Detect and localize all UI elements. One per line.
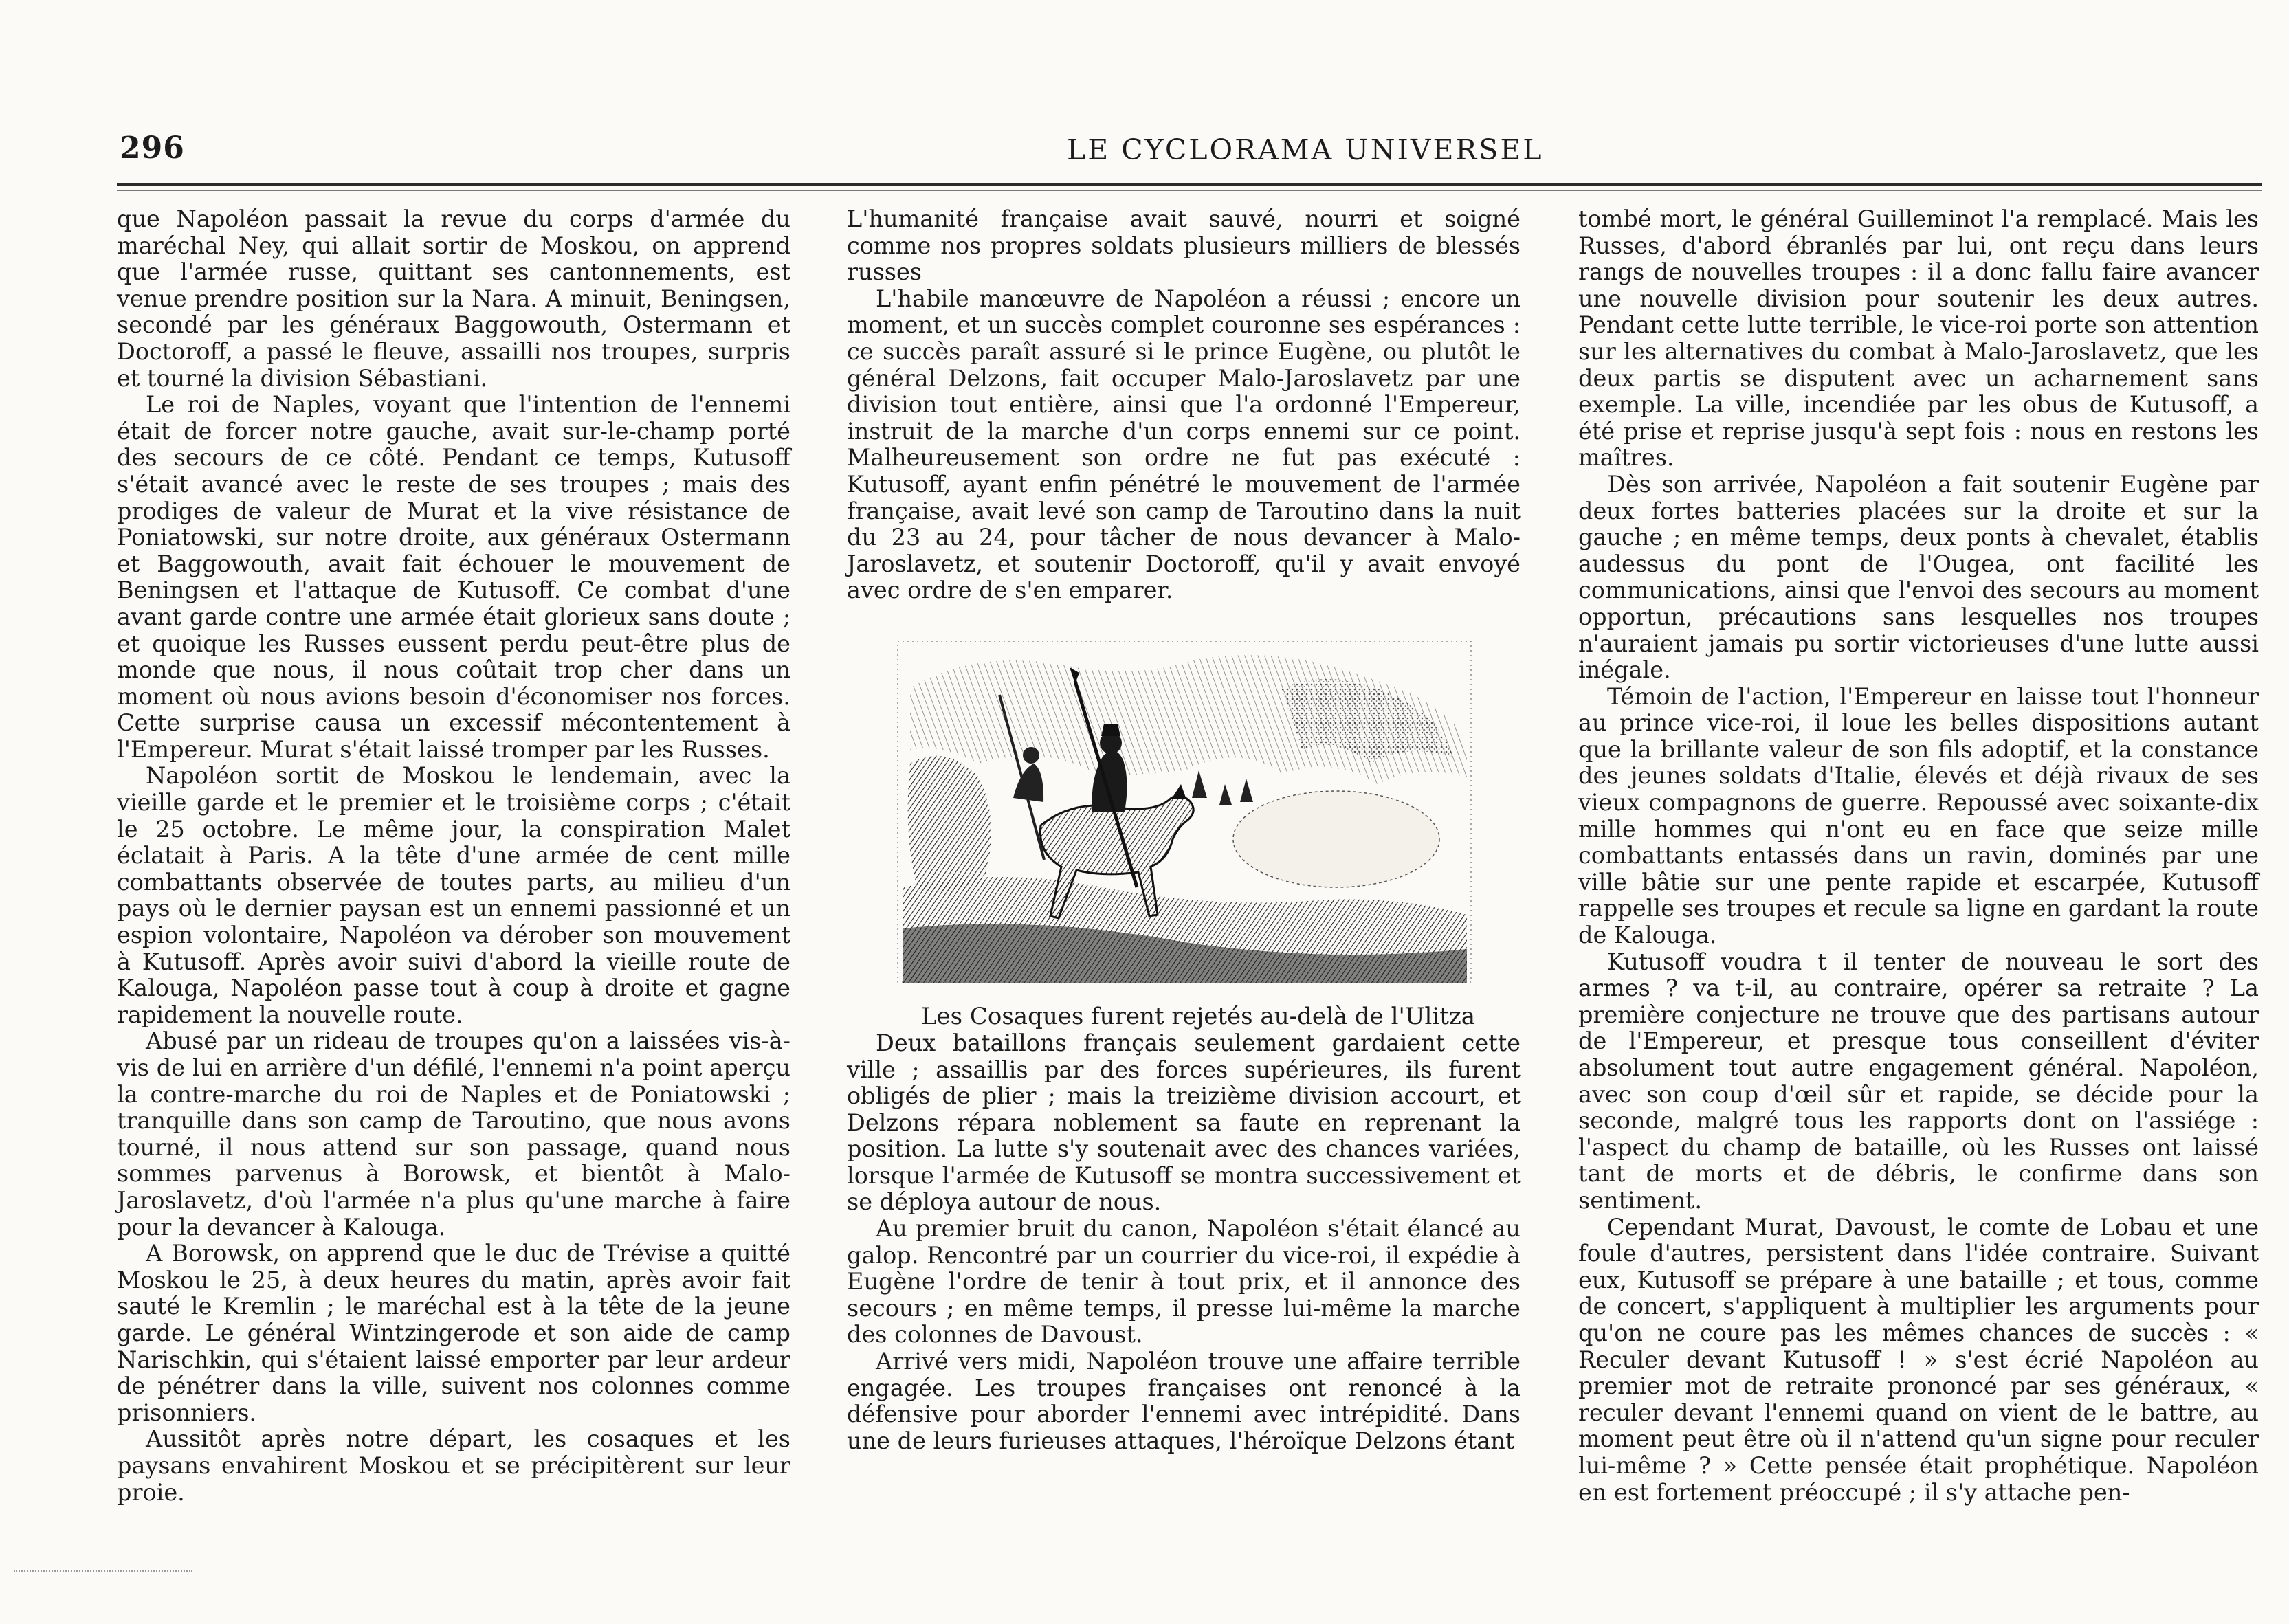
- page-number: 296: [120, 131, 185, 166]
- column-left: [117, 206, 790, 1506]
- figure-caption: Les Cosaques furent rejetés au-delà de l'Ulitza: [920, 1002, 1476, 1030]
- illustration: [896, 640, 1472, 983]
- cossack-horseman-engraving: [896, 640, 1472, 983]
- paragraph: Dès son arrivée, Napoléon a fait soutenir Eugène par deux fortes batteries placées sur la droite et sur la gauche ; en même temps, deux ponts à chevalet, établis audessus du pont de l'Ougea, ont facilité les communications, ainsi que l'envoi des secours au moment opportun, précautions sans lesquelles nos troupes n'auraient jamais pu sortir victorieuses d'une lutte aussi inégale.: [1578, 470, 2259, 684]
- paragraph: Au premier bruit du canon, Napoléon s'était élancé au galop. Rencontré par un courrier du vice-roi, il expédie à Eugène l'ordre de tenir à tout prix, et il annonce des secours ; en même temps, il presse lui-même la marche des colonnes de Davoust.: [847, 1215, 1521, 1348]
- paragraph: que Napoléon passait la revue du corps d'armée du maréchal Ney, qui allait sortir de Moskou, on apprend que l'armée russe, quittant ses cantonnements, est venue prendre position sur la Nara. A minuit, Beningsen, secondé par les généraux Baggowouth, Ostermann et Doctoroff, a passé le fleuve, assailli nos troupes, surpris et tourné la division Sébastiani.: [117, 205, 790, 392]
- page-header: [110, 124, 2262, 172]
- paragraph: Arrivé vers midi, Napoléon trouve une affaire terrible engagée. Les troupes françaises ont renoncé à la défensive pour aborder l'ennemi avec intrépidité. Dans une de leurs furieuses attaques, l'héroïque Delzons étant: [847, 1348, 1521, 1454]
- paragraph: Kutusoff voudra t il tenter de nouveau le sort des armes ? va t-il, au contraire, opérer sa retraite ? La première conjecture ne trouve que des partisans autour de l'Empereur, et presque tous conseillent d'éviter absolument tout autre engagement général. Napoléon, avec son coup d'œil sûr et rapide, se décide pour la seconde, malgré tous les rapports dont on l'assiége : l'aspect du champ de bataille, où les Russes ont laissé tant de morts et de débris, le confirme dans son sentiment.: [1578, 948, 2259, 1214]
- header-rule-thin: [117, 190, 2262, 191]
- journal-title: LE CYCLORAMA UNIVERSEL: [1067, 133, 1544, 166]
- print-margin-mark: [14, 1570, 192, 1572]
- paragraph: tombé mort, le général Guilleminot l'a remplacé. Mais les Russes, d'abord ébranlés par lui, ont reçu dans leurs rangs de nouvelles troupes : il a donc fallu faire avancer une nouvelle division pour soutenir les deux autres. Pendant cette lutte terrible, le vice-roi porte son attention sur les alternatives du combat à Malo-Jaroslavetz, que les deux partis se disputent avec un acharnement sans exemple. La ville, incendiée par les obus de Kutusoff, a été prise et reprise jusqu'à sept fois : nous en restons les maîtres.: [1578, 205, 2259, 471]
- paragraph: L'habile manœuvre de Napoléon a réussi ; encore un moment, et un succès complet couronne ses espérances : ce succès paraît assuré si le prince Eugène, ou plutôt le général Delzons, fait occuper Malo-Jaroslavetz par une division tout entière, ainsi que l'a ordonné l'Empereur, instruit de la marche d'un corps ennemi sur ce point. Malheureusement son ordre ne fut pas exécuté : Kutusoff, ayant enfin pénétré le mouvement de l'armée française, avait levé son camp de Taroutino dans la nuit du 23 au 24, pour tâcher de nous devancer à Malo-Jaroslavetz, et soutenir Doctoroff, qu'il y avait envoyé avec ordre de s'en emparer.: [847, 285, 1521, 604]
- paragraph: L'humanité française avait sauvé, nourri et soigné comme nos propres soldats plusieurs milliers de blessés russes: [847, 205, 1521, 286]
- paragraph: Deux bataillons français seulement gardaient cette ville ; assaillis par des forces supérieures, ils furent obligés de plier ; mais la treizième division accourt, et Delzons répara noblement sa faute en reprenant la position. La lutte s'y soutenait avec des chances variées, lorsque l'armée de Kutusoff se montra successivement et se déploya autour de nous.: [847, 1029, 1521, 1216]
- paragraph: Cependant Murat, Davoust, le comte de Lobau et une foule d'autres, persistent dans l'idée contraire. Suivant eux, Kutusoff se prépare à une bataille ; et tous, comme de concert, s'appliquent à multiplier les arguments pour qu'on ne coure pas les mêmes chances de succès : « Reculer devant Kutusoff ! » s'est écrié Napoléon au premier mot de retraite prononcé par ses généraux, « reculer devant l'ennemi quand on vient de le battre, au moment peut être où il n'attend qu'un signe pour reculer lui-même ? » Cette pensée était prophétique. Napoléon en est fortement préoccupé ; il s'y attache pen-: [1578, 1213, 2259, 1506]
- paragraph: Le roi de Naples, voyant que l'intention de l'ennemi était de forcer notre gauche, avait sur-le-champ porté des secours de ce côté. Pendant ce temps, Kutusoff s'était avancé avec le reste de ses troupes ; mais des prodiges de valeur de Murat et la vive résistance de Poniatowski, sur notre droite, aux généraux Ostermann et Baggowouth, avait fait échouer le mouvement de Beningsen et l'attaque de Kutusoff. Ce combat d'une avant garde contre une armée était glorieux sans doute ; et quoique les Russes eussent perdu peut-être plus de monde que nous, il nous coûtait trop cher dans un moment où nous avions besoin d'économiser nos forces. Cette surprise causa un excessif mécontentement à l'Empereur. Murat s'était laissé tromper par les Russes.: [117, 391, 790, 763]
- paragraph: Napoléon sortit de Moskou le lendemain, avec la vieille garde et le premier et le troisième corps ; c'était le 25 octobre. Le même jour, la conspiration Malet éclatait à Paris. A la tête d'une armée de cent mille combattants observée de toutes parts, au milieu d'un pays où le dernier paysan est un ennemi passionné et un espion volontaire, Napoléon va dérober son mouvement à Kutusoff. Après avoir suivi d'abord la vieille route de Kalouga, Napoléon passe tout à coup à droite et gagne rapidement la nouvelle route.: [117, 762, 790, 1028]
- paragraph: Aussitôt après notre départ, les cosaques et les paysans envahirent Moskou et se précipitèrent sur leur proie.: [117, 1425, 790, 1506]
- paragraph: Témoin de l'action, l'Empereur en laisse tout l'honneur au prince vice-roi, il loue les belles dispositions autant que la brillante valeur de son fils adoptif, et la constance des jeunes soldats d'Italie, élevés et déjà rivaux de ses vieux compagnons de guerre. Repoussé avec soixante-dix mille hommes qui n'ont eu en face que seize mille combattants entassés dans un ravin, dominés par une ville bâtie sur une pente rapide et escarpée, Kutusoff rappelle ses troupes et recule sa ligne en gardant la route de Kalouga.: [1578, 682, 2259, 949]
- header-rule: [117, 183, 2262, 186]
- column-right: [1578, 206, 2259, 1506]
- paragraph: A Borowsk, on apprend que le duc de Trévise a quitté Moskou le 25, à deux heures du matin, après avoir fait sauté le Kremlin ; le maréchal est à la tête de la jeune garde. Le général Wintzingerode et son aide de camp Narischkin, qui s'étaient laissé emporter par leur ardeur de pénétrer dans la ville, suivent nos colonnes comme prisonniers.: [117, 1240, 790, 1426]
- paragraph: Abusé par un rideau de troupes qu'on a laissées vis-à-vis de lui en arrière d'un défilé, l'ennemi n'a point aperçu la contre-marche du roi de Naples et de Poniatowski ; tranquille dans son camp de Taroutino, que nous avons tourné, il nous attend sur son passage, quand nous sommes parvenus à Borowsk, et bientôt à Malo-Jaroslavetz, d'où l'armée n'a plus qu'une marche à faire pour la devancer à Kalouga.: [117, 1027, 790, 1241]
- column-middle: [847, 206, 1521, 1454]
